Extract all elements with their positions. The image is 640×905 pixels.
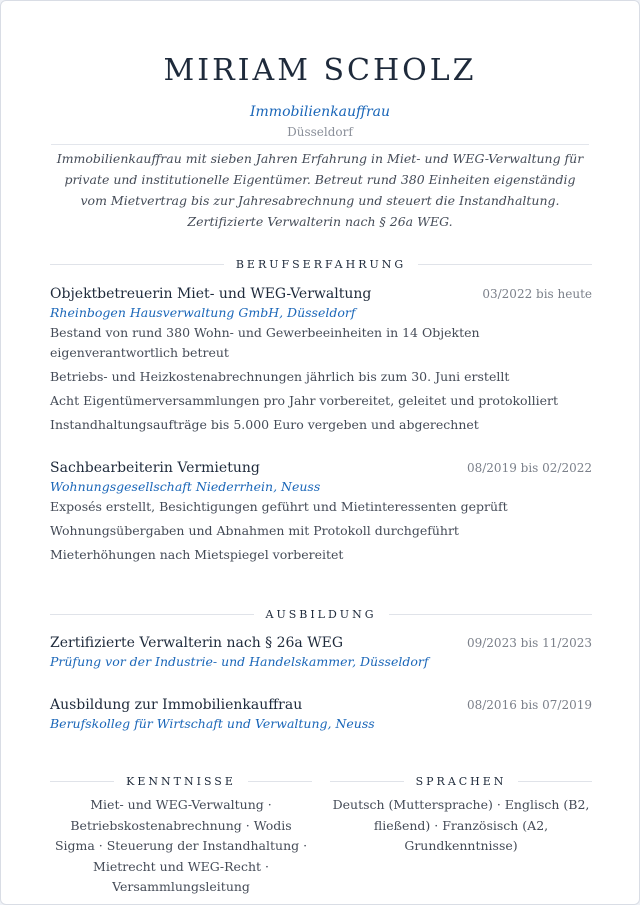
job-employer: Wohnungsgesellschaft Niederrhein, Neuss <box>50 479 321 494</box>
education-institution: Prüfung vor der Industrie- und Handelskammer, Düsseldorf <box>50 654 429 669</box>
job-role: Immobilienkauffrau <box>249 104 391 120</box>
job-title: Sachbearbeiterin Vermietung <box>50 460 260 476</box>
education-section-heading <box>50 607 592 621</box>
education-dates: 09/2023 bis 11/2023 <box>466 636 592 650</box>
skills-section-heading <box>50 774 312 788</box>
job-duty: Exposés erstellt, Besichtigungen geführt und Mietinteressenten geprüft <box>50 499 508 514</box>
experience-heading: BERUFSERFAHRUNG <box>235 257 407 271</box>
job-dates: 08/2019 bis 02/2022 <box>466 461 592 475</box>
divider <box>248 781 312 782</box>
education-entry <box>50 697 592 731</box>
divider <box>50 614 254 615</box>
divider <box>389 614 593 615</box>
job-duty: Acht Eigentümerversammlungen pro Jahr vorbereitet, geleitet und protokolliert <box>50 393 558 408</box>
job-duty: Betriebs- und Heizkostenabrechnungen jährlich bis zum 30. Juni erstellt <box>50 369 510 384</box>
divider <box>518 781 592 782</box>
languages-heading: SPRACHEN <box>415 774 507 788</box>
job-duties <box>50 497 592 565</box>
divider <box>330 781 404 782</box>
job-duty: Wohnungsübergaben und Abnahmen mit Protokoll durchgeführt <box>50 523 459 538</box>
profile-summary: Immobilienkauffrau mit sieben Jahren Erfahrung in Miet- und WEG-Verwaltung für private und institutionelle Eigentümer. Betreut rund 380 Einheiten eigenständig vom Mietvertrag bis zur Jahresabrechnung und steuert die Instandhaltung. Zertifizierte Verwalterin nach § 26a WEG. <box>51 144 589 232</box>
languages-column <box>330 774 592 857</box>
job-entry <box>50 460 592 569</box>
education-title: Ausbildung zur Immobilienkauffrau <box>50 697 303 713</box>
skills-column <box>50 774 312 898</box>
education-dates: 08/2016 bis 07/2019 <box>466 698 592 712</box>
education-title: Zertifizierte Verwalterin nach § 26a WEG <box>50 635 344 651</box>
education-heading: AUSBILDUNG <box>265 607 377 621</box>
job-dates: 03/2022 bis heute <box>482 287 592 301</box>
education-institution: Berufskolleg für Wirtschaft und Verwaltung, Neuss <box>50 716 375 731</box>
languages-section-heading <box>330 774 592 788</box>
divider <box>418 264 592 265</box>
candidate-name: MIRIAM SCHOLZ <box>163 53 477 88</box>
location: Düsseldorf <box>287 125 353 139</box>
divider <box>50 781 114 782</box>
languages-list: Deutsch (Muttersprache) · Englisch (B2, fließend) · Französisch (A2, Grundkenntnisse) <box>332 797 590 853</box>
experience-section-heading <box>50 257 592 271</box>
job-duty: Instandhaltungsaufträge bis 5.000 Euro vergeben und abgerechnet <box>50 417 479 432</box>
skills-list: Miet- und WEG-Verwaltung · Betriebskostenabrechnung · Wodis Sigma · Steuerung der Instandhaltung · Mietrecht und WEG-Recht · Versammlungsleitung <box>54 797 308 894</box>
skills-heading: KENNTNISSE <box>126 774 236 788</box>
job-title: Objektbetreuerin Miet- und WEG-Verwaltung <box>50 286 372 302</box>
job-entry <box>50 286 592 439</box>
job-duty: Bestand von rund 380 Wohn- und Gewerbeeinheiten in 14 Objekten eigenverantwortlich betreut <box>50 325 480 360</box>
job-employer: Rheinbogen Hausverwaltung GmbH, Düsseldorf <box>50 305 356 320</box>
job-duties <box>50 323 592 435</box>
job-duty: Mieterhöhungen nach Mietspiegel vorbereitet <box>50 547 344 562</box>
divider <box>50 264 224 265</box>
education-entry <box>50 635 592 669</box>
